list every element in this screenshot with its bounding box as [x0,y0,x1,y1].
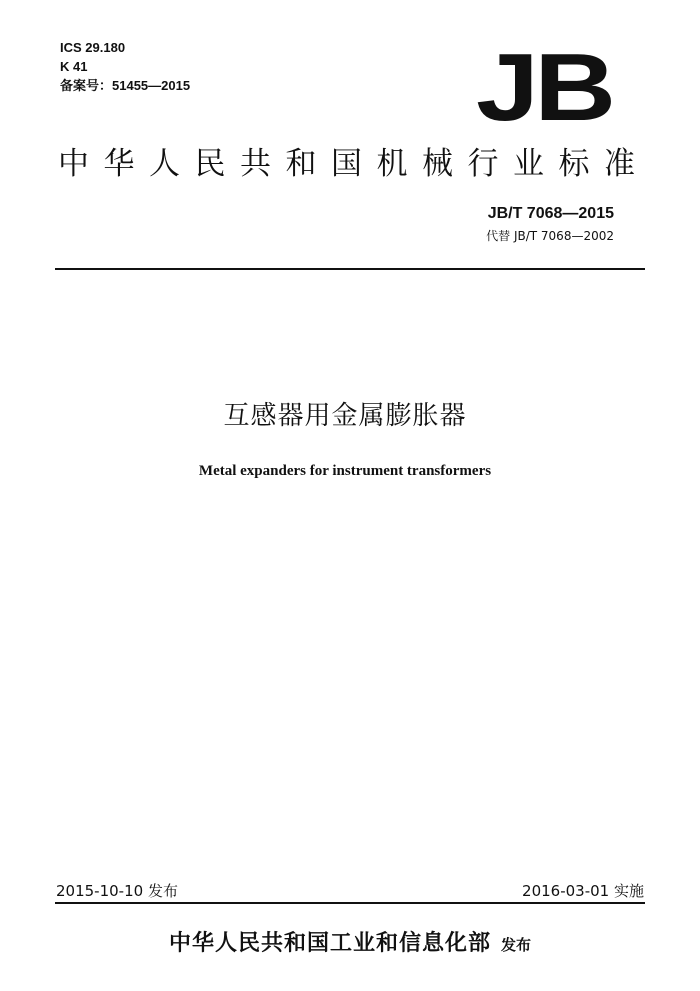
issuer-suffix: 发布 [501,936,532,954]
document-title-zh: 互感器用金属膨胀器 [223,401,467,431]
ics-code: ICS 29.180 [60,40,126,55]
replaces-standard: 代替 JB/T 7068—2002 [486,229,614,243]
standard-category-title: 中华人民共和国机械行业标准 [58,146,650,182]
implementation-date: 2016-03-01 实施 [522,882,644,900]
bottom-divider [55,902,645,904]
issuer-name: 中华人民共和国工业和信息化部 [168,931,491,956]
issue-date: 2015-10-10 发布 [56,882,178,900]
document-title-en: Metal expanders for instrument transformers [198,463,492,479]
jb-logo: JB [476,34,612,141]
filing-number: 备案号：51455—2015 [60,78,191,93]
top-divider [55,268,645,270]
classification-code: K 41 [60,59,88,74]
standard-number: JB/T 7068—2015 [487,205,614,222]
issuer-line [0,926,700,957]
